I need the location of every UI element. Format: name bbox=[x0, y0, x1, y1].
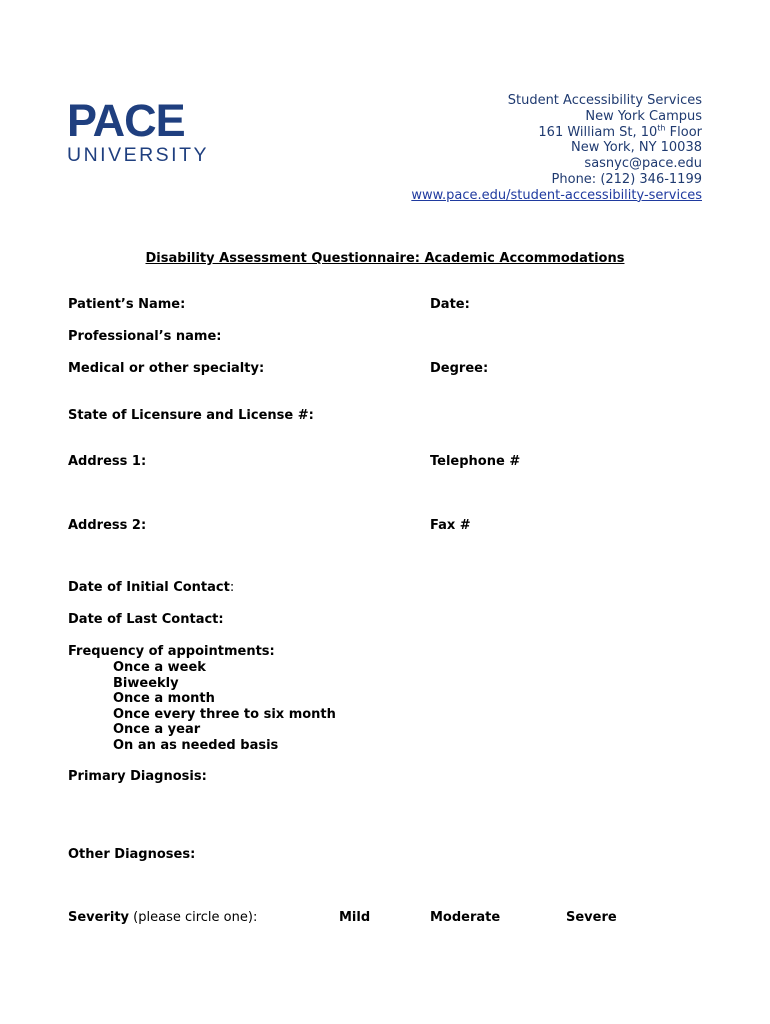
other-diagnoses-label: Other Diagnoses: bbox=[68, 847, 196, 862]
professional-name-label: Professional’s name: bbox=[68, 329, 222, 344]
phone-line: Phone: (212) 346-1199 bbox=[551, 171, 702, 187]
patient-name-label: Patient’s Name: bbox=[68, 297, 186, 312]
frequency-label: Frequency of appointments: bbox=[68, 644, 275, 659]
address1-label: Address 1: bbox=[68, 454, 147, 469]
city-line: New York, NY 10038 bbox=[571, 140, 702, 156]
frequency-option[interactable]: Once a year bbox=[113, 722, 201, 738]
frequency-options bbox=[113, 660, 336, 754]
initial-contact-label: Date of Initial Contact: bbox=[68, 580, 235, 595]
pace-university-logo bbox=[67, 95, 210, 167]
website-link[interactable]: www.pace.edu/student-accessibility-services bbox=[411, 187, 702, 203]
frequency-option[interactable]: Once every three to six month bbox=[113, 706, 336, 722]
specialty-label: Medical or other specialty: bbox=[68, 361, 265, 376]
fax-label: Fax # bbox=[430, 518, 471, 533]
frequency-option[interactable]: Once a week bbox=[113, 660, 206, 675]
logo-subtitle: UNIVERSITY bbox=[67, 144, 210, 166]
date-label: Date: bbox=[430, 297, 470, 312]
severity-option-mild[interactable]: Mild bbox=[339, 910, 371, 925]
licensure-label: State of Licensure and License #: bbox=[68, 408, 314, 423]
contact-block bbox=[411, 93, 702, 204]
last-contact-label: Date of Last Contact: bbox=[68, 612, 224, 627]
campus-name: New York Campus bbox=[585, 108, 702, 124]
severity-option-severe[interactable]: Severe bbox=[566, 910, 617, 925]
severity-label: Severity (please circle one): bbox=[68, 910, 258, 925]
street-address: 161 William St, 10th Floor bbox=[538, 123, 702, 140]
frequency-option[interactable]: Once a month bbox=[113, 691, 215, 707]
address2-label: Address 2: bbox=[68, 518, 147, 533]
department-name: Student Accessibility Services bbox=[507, 93, 702, 108]
telephone-label: Telephone # bbox=[430, 454, 521, 469]
frequency-option[interactable]: Biweekly bbox=[113, 675, 179, 691]
email-link[interactable]: sasnyc@pace.edu bbox=[584, 156, 702, 172]
logo-wordmark: PACE bbox=[67, 95, 185, 146]
form-title: Disability Assessment Questionnaire: Academic Accommodations bbox=[145, 251, 625, 266]
degree-label: Degree: bbox=[430, 361, 489, 376]
frequency-option[interactable]: On an as needed basis bbox=[113, 737, 279, 753]
primary-diagnosis-label: Primary Diagnosis: bbox=[68, 769, 207, 784]
severity-option-moderate[interactable]: Moderate bbox=[430, 910, 501, 925]
